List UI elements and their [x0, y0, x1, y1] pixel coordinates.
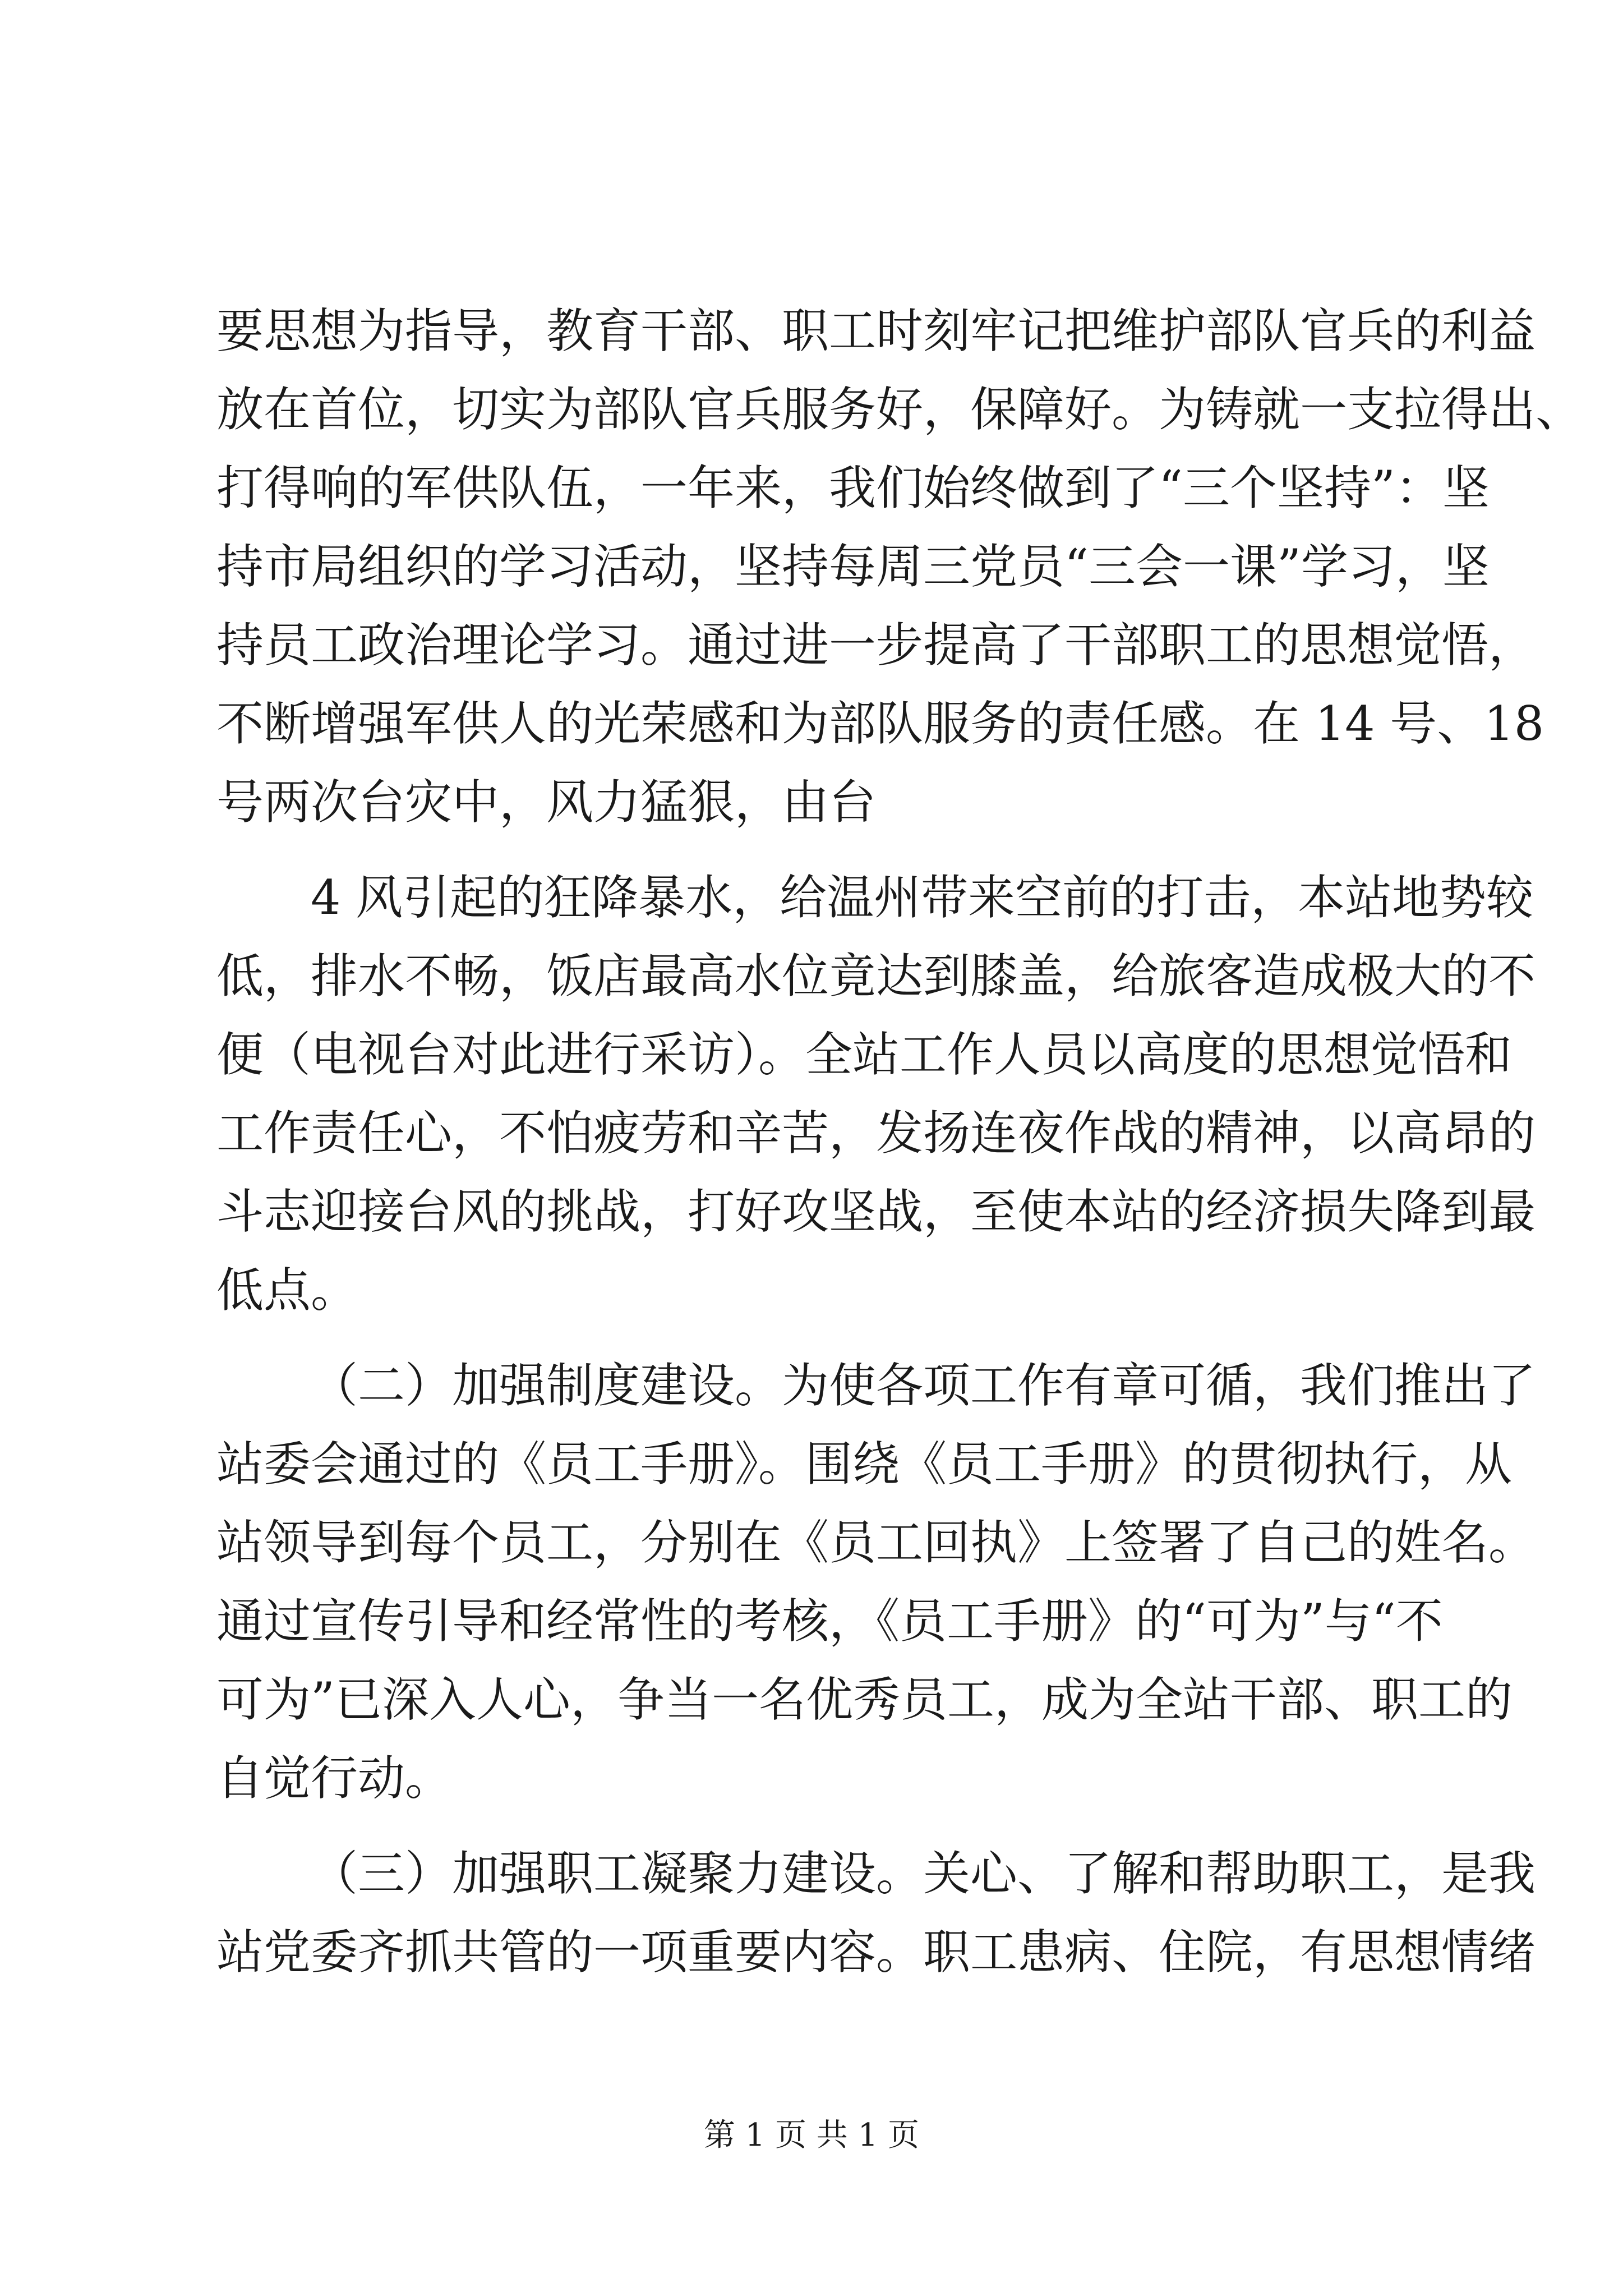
- paragraph-gap: [216, 1818, 1405, 1834]
- paragraph: [216, 292, 1583, 841]
- text-line: 斗志迎接台风的挑战，打好攻坚战，至使本站的经济损失降到最: [216, 1184, 1536, 1239]
- text-line: 可为”已深入人心，争当一名优秀员工，成为全站干部、职工的: [216, 1672, 1513, 1727]
- text-line: 不断增强军供人的光荣感和为部队服务的责任感。在 14 号、18: [216, 696, 1544, 751]
- text-line: 持员工政治理论学习。通过进一步提高了干部职工的思想觉悟，: [216, 618, 1536, 673]
- text-line: 号两次台灾中，风力猛狠，由台: [216, 775, 877, 830]
- text-line: 通过宣传引导和经常性的考核，《员工手册》的“可为”与“不: [216, 1594, 1443, 1649]
- text-line: 打得响的军供队伍，一年来，我们始终做到了“三个坚持”：坚: [216, 461, 1490, 516]
- text-line: 低，排水不畅，饭店最高水位竟达到膝盖，给旅客造成极大的不: [216, 949, 1536, 1004]
- paragraph: [216, 858, 1536, 1329]
- text-line: 自觉行动。: [216, 1751, 453, 1806]
- text-line: 低点。: [216, 1263, 358, 1318]
- text-line: 站委会通过的《员工手册》。围绕《员工手册》的贯彻执行，从: [216, 1437, 1513, 1492]
- document-body: [216, 292, 1583, 1991]
- paragraph: [216, 1346, 1536, 1818]
- paragraph-gap: [216, 1329, 1405, 1346]
- text-line: （三）加强职工凝聚力建设。关心、了解和帮助职工，是我: [311, 1846, 1536, 1901]
- paragraph: [216, 1834, 1536, 1991]
- text-line: 工作责任心，不怕疲劳和辛苦，发扬连夜作战的精神，以高昂的: [216, 1106, 1536, 1161]
- text-line: 站党委齐抓共管的一项重要内容。职工患病、住院，有思想情绪: [216, 1925, 1536, 1980]
- text-line: 便（电视台对此进行采访）。全站工作人员以高度的思想觉悟和: [216, 1027, 1513, 1082]
- text-line: 放在首位，切实为部队官兵服务好，保障好。为铸就一支拉得出、: [216, 382, 1583, 437]
- paragraph-gap: [216, 841, 1405, 858]
- text-line: （二）加强制度建设。为使各项工作有章可循，我们推出了: [311, 1358, 1536, 1413]
- text-line: 4 风引起的狂降暴水，给温州带来空前的打击，本站地势较: [311, 870, 1534, 925]
- text-line: 要思想为指导，教育干部、职工时刻牢记把维护部队官兵的利益: [216, 303, 1536, 358]
- text-line: 站领导到每个员工，分别在《员工回执》上签署了自己的姓名。: [216, 1515, 1536, 1570]
- text-line: 持市局组织的学习活动，坚持每周三党员“三会一课”学习，坚: [216, 539, 1490, 594]
- page-footer: 第 1 页 共 1 页: [703, 2117, 920, 2154]
